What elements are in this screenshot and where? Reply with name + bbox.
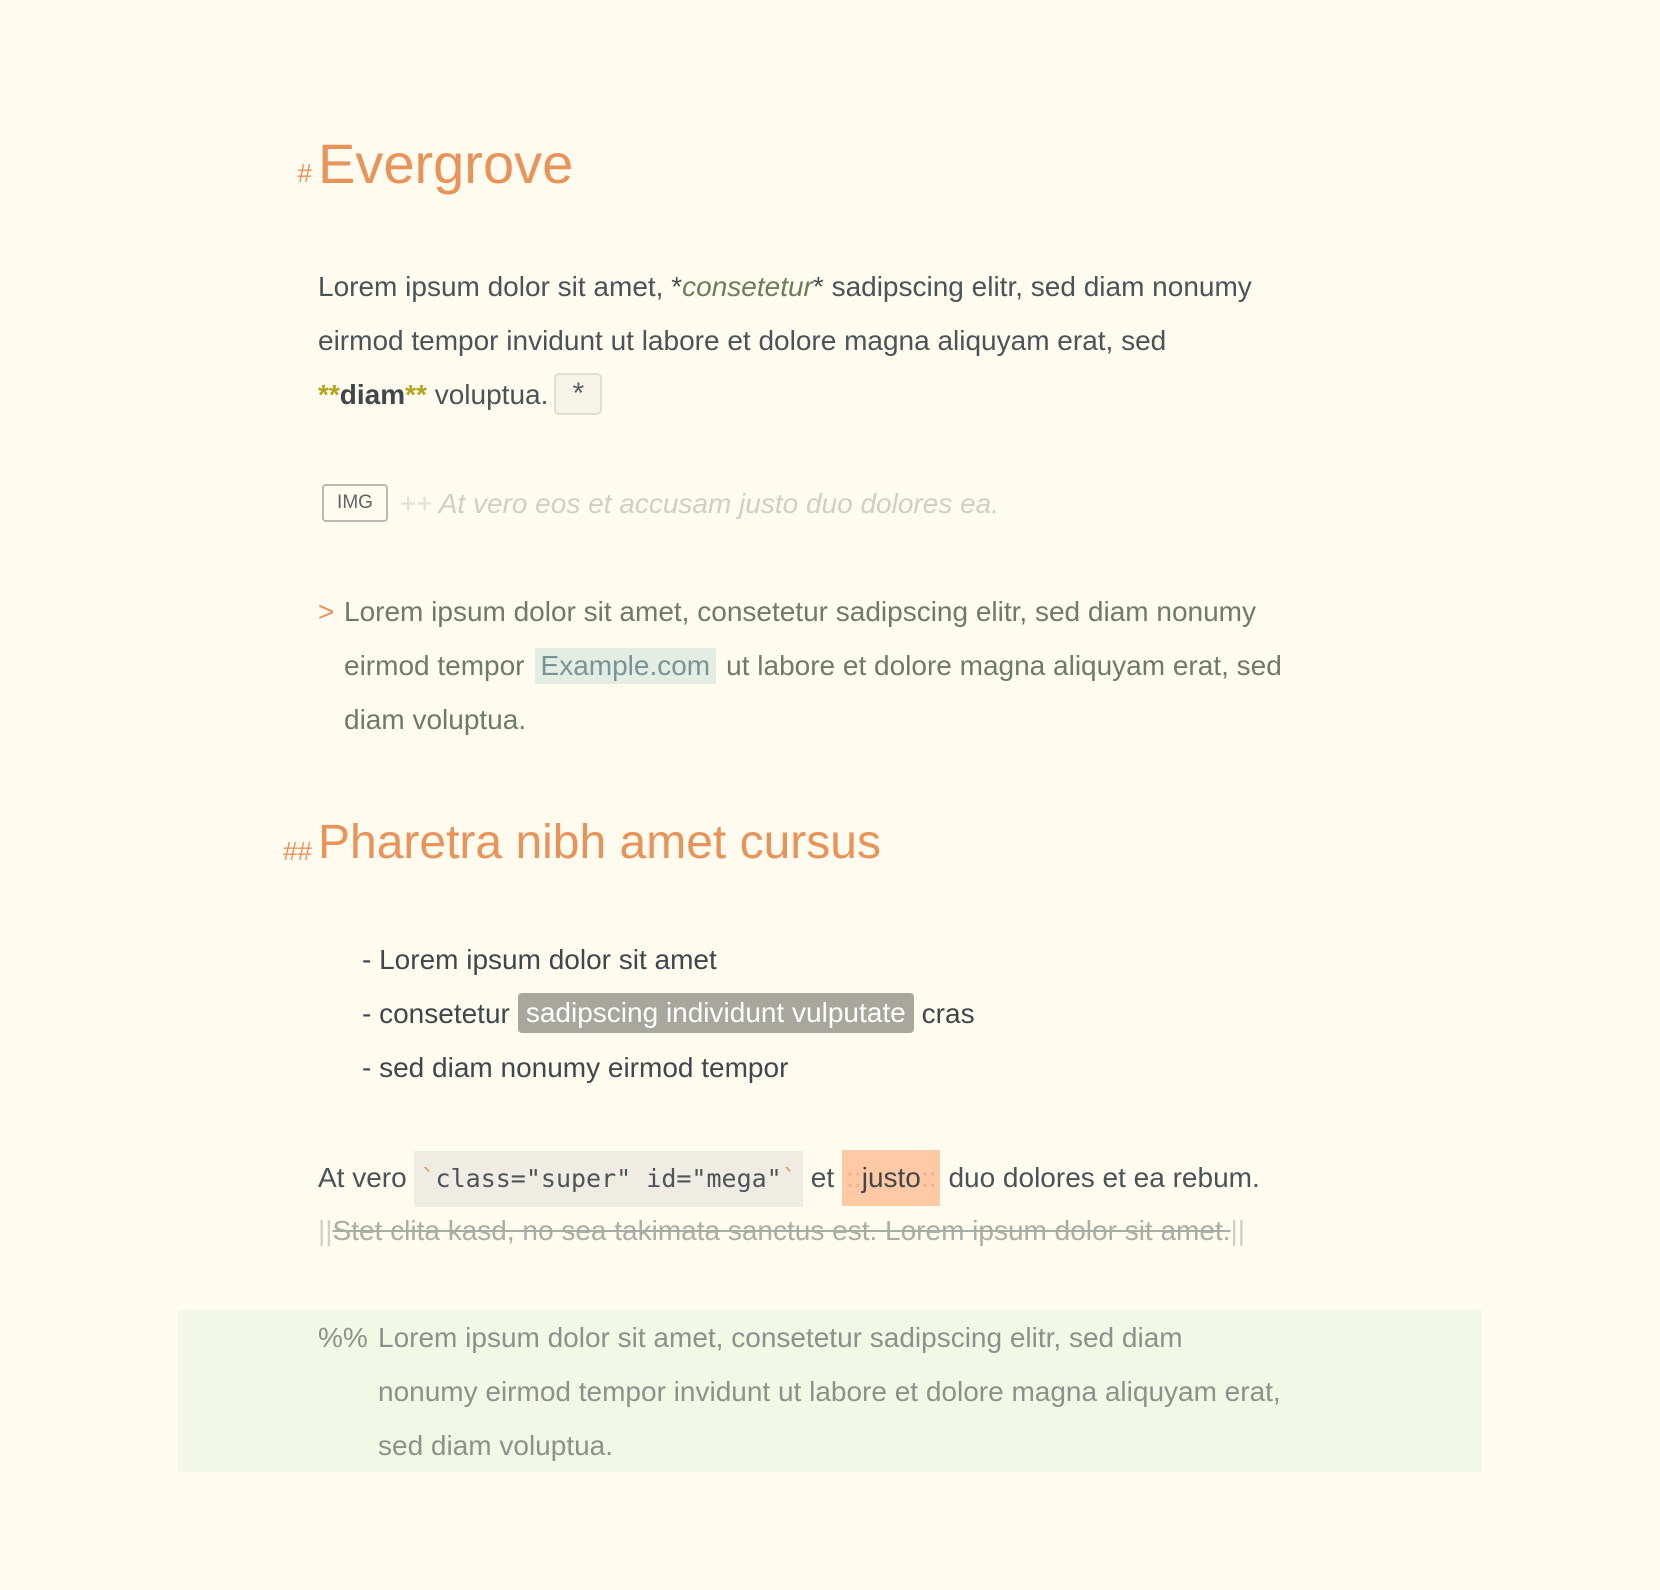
list-item: - Lorem ipsum dolor sit amet <box>362 944 717 975</box>
strikethrough-line <box>318 1204 1245 1258</box>
highlight-text: justo <box>861 1162 921 1193</box>
image-caption <box>400 477 999 531</box>
heading-2-text: Pharetra nibh amet cursus <box>318 816 881 869</box>
list-item-text: - consetetur <box>362 998 510 1029</box>
asterisk-icon[interactable]: * <box>554 373 602 415</box>
heading-1-text: Evergrove <box>318 132 574 195</box>
comment-marker: %% <box>318 1322 368 1353</box>
paragraph-text: duo dolores et ea rebum. <box>948 1162 1260 1193</box>
comment-line-2: nonumy eirmod tempor invidunt ut labore et dolore magna aliquyam erat, <box>378 1376 1281 1407</box>
comment-line-1: Lorem ipsum dolor sit amet, consetetur sadipscing elitr, sed diam <box>378 1322 1183 1353</box>
paragraph-text: et <box>810 1162 835 1193</box>
paragraph-1-line-3 <box>318 368 602 422</box>
code-tick-open: ` <box>420 1164 436 1193</box>
bold-text: diam <box>339 379 406 410</box>
bold-marker-open: ** <box>318 379 340 410</box>
strike-marker-open: || <box>318 1215 333 1246</box>
heading-1 <box>297 124 574 204</box>
comment-line-3: sed diam voluptua. <box>378 1430 614 1461</box>
paragraph-text: voluptua. <box>426 379 549 410</box>
link[interactable]: Example.com <box>535 648 717 684</box>
paragraph-1-line-2: eirmod tempor invidunt ut labore et dolore magna aliquyam erat, sed <box>318 325 1167 356</box>
bold-marker-close: ** <box>405 379 427 410</box>
list-item <box>362 987 975 1041</box>
blockquote-marker: > <box>318 596 335 627</box>
blockquote-text: eirmod tempor <box>344 650 525 681</box>
blockquote-text: ut labore et dolore magna aliquyam erat, sed <box>726 650 1282 681</box>
heading-1-marker: # <box>297 158 312 188</box>
blockquote-line-2 <box>344 639 1282 693</box>
heading-2-marker: ## <box>283 836 312 866</box>
highlight-marker-open: :: <box>846 1162 862 1193</box>
code-tick-close: ` <box>781 1164 797 1193</box>
paragraph-1-line-1 <box>318 260 1252 314</box>
list-item: - sed diam nonumy eirmod tempor <box>362 1052 789 1083</box>
highlight[interactable] <box>842 1150 940 1206</box>
heading-2 <box>283 808 881 878</box>
image-caption-text: At vero eos et accusam justo duo dolores ea. <box>438 488 1000 519</box>
code-text: class="super" id="mega" <box>435 1164 782 1193</box>
blockquote-line-3: diam voluptua. <box>344 704 527 735</box>
paragraph-text: At vero <box>318 1162 407 1193</box>
plus-marks: ++ <box>400 488 433 519</box>
strike-marker-close: || <box>1230 1215 1246 1246</box>
paragraph-text: * sadipscing elitr, sed diam nonumy <box>812 271 1252 302</box>
list-item-text: cras <box>921 998 975 1029</box>
image-badge[interactable]: IMG <box>322 484 388 522</box>
highlight-marker-close: :: <box>920 1162 937 1193</box>
tag-chip[interactable]: sadipscing individunt vulputate <box>518 993 914 1033</box>
inline-code[interactable] <box>414 1151 802 1207</box>
strikethrough-text: Stet clita kasd, no sea takimata sanctus est. Lorem ipsum dolor sit amet. <box>332 1215 1231 1246</box>
blockquote-line-1: Lorem ipsum dolor sit amet, consetetur sadipscing elitr, sed diam nonumy <box>344 596 1256 627</box>
italic-text: consetetur <box>682 271 813 302</box>
paragraph-2 <box>318 1150 1260 1204</box>
paragraph-text: Lorem ipsum dolor sit amet, * <box>318 271 683 302</box>
